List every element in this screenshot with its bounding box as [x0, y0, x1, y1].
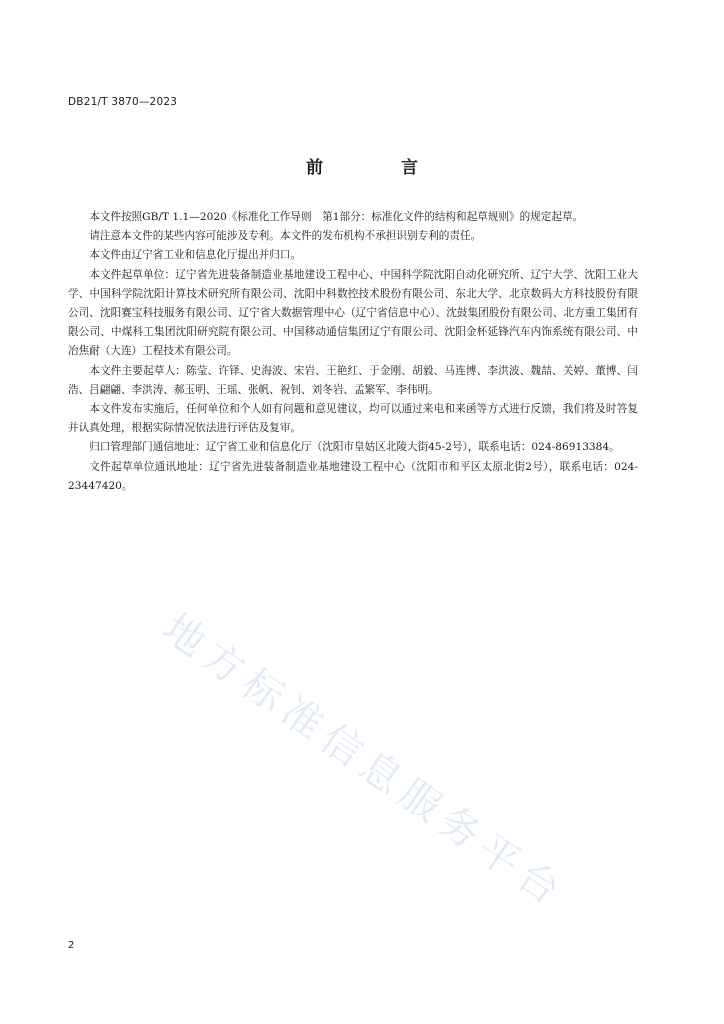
- paragraph-drafter-address: 文件起草单位通讯地址：辽宁省先进装备制造业基地建设工程中心（沈阳市和平区太原北街2号），联系电话：024-23447420。: [68, 460, 638, 492]
- page-title: 前 言: [306, 158, 454, 178]
- paragraph-proposer: 本文件由辽宁省工业和信息化厅提出并归口。: [89, 249, 302, 262]
- paragraph-patent-notice: 请注意本文件的某些内容可能涉及专利。本文件的发布机构不承担识别专利的责任。: [89, 230, 482, 243]
- paragraph-admin-address: 归口管理部门通信地址：辽宁省工业和信息化厅（沈阳市皇姑区北陵大街45-2号），联系电话：024-86913384。: [89, 441, 620, 454]
- paragraph-drafters: 本文件主要起草人：陈莹、许铎、史海波、宋岩、王艳红、于金刚、胡毅、马连博、李洪波、魏喆、关婷、董博、闫浩、吕翩翩、李洪涛、郝玉明、王瑶、张帆、祝钊、刘冬岩、孟繁军、李伟明。: [68, 364, 638, 396]
- page-number: 2: [68, 940, 75, 951]
- paragraph-feedback: 本文件发布实施后，任何单位和个人如有问题和意见建议，均可以通过来电和来函等方式进行反馈，我们将及时答复并认真处理，根据实际情况依法进行评估及复审。: [68, 403, 638, 435]
- paragraph-drafting-basis: 本文件按照GB/T 1.1—2020《标准化工作导则 第1部分：标准化文件的结构和起草规则》的规定起草。: [89, 211, 584, 223]
- standard-number: DB21/T 3870—2023: [68, 96, 178, 108]
- foreword-body: [68, 208, 638, 496]
- watermark: 地方标准信息服务平台: [154, 605, 575, 919]
- paragraph-drafting-units: 本文件起草单位：辽宁省先进装备制造业基地建设工程中心、中国科学院沈阳自动化研究所、辽宁大学、沈阳工业大学、中国科学院沈阳计算技术研究所有限公司、沈阳中科数控技术股份有限公司、东北大学、北京数码大方科技股份有限公司、沈阳赛宝科技服务有限公司、辽宁省大数据管理中心（辽宁省信息中心）、沈鼓集团股份有限公司、北方重工集团有限公司、中煤科工集团沈阳研究院有限公司、中国移动通信集团辽宁有限公司、沈阳金杯延锋汽车内饰系统有限公司、中冶焦耐（大连）工程技术有限公司。: [68, 268, 638, 358]
